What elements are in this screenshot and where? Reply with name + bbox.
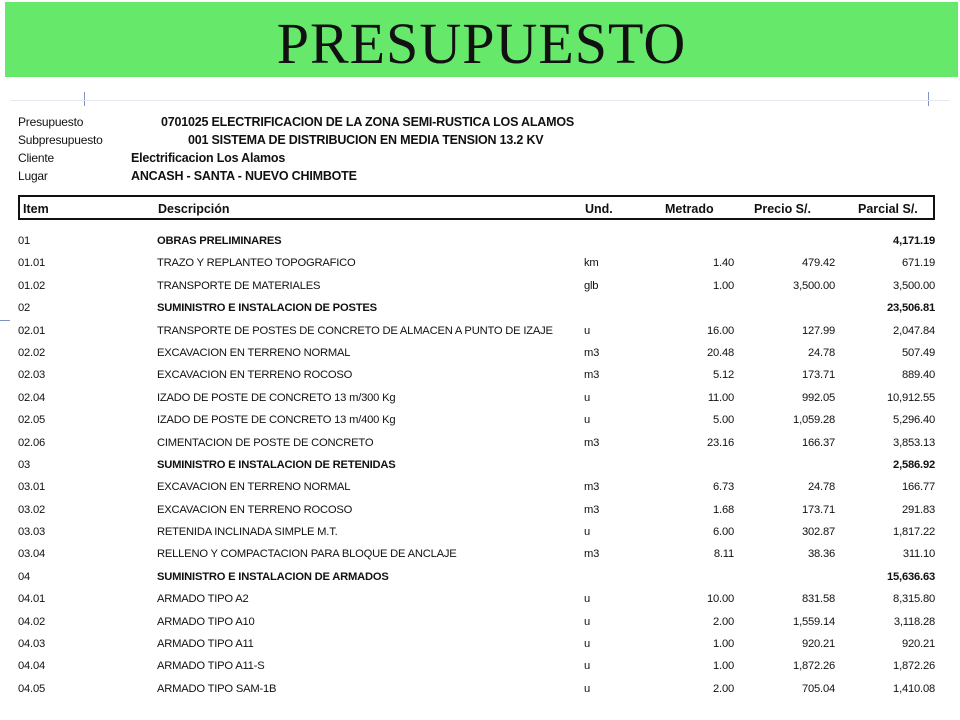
metrado-cell: 6.73 (713, 481, 734, 494)
item-cell: 02.06 (18, 436, 45, 449)
parcial-cell: 8,315.80 (893, 593, 935, 606)
column-header-und: Und. (585, 202, 613, 216)
metrado-cell: 11.00 (707, 391, 734, 404)
unit-cell: m3 (584, 346, 600, 359)
metrado-cell: 1.00 (713, 660, 734, 673)
presupuesto-value: 0701025 ELECTRIFICACION DE LA ZONA SEMI-RUSTICA LOS ALAMOS (161, 115, 574, 129)
table-row (18, 655, 935, 677)
precio-cell: 1,559.14 (793, 615, 835, 628)
table-row (18, 364, 935, 386)
parcial-cell: 1,410.08 (893, 682, 935, 695)
column-header-parcial: Parcial S/. (858, 202, 918, 216)
description-cell: SUMINISTRO E INSTALACION DE RETENIDAS (157, 458, 396, 471)
table-row (18, 320, 935, 342)
subpresupuesto-value: 001 SISTEMA DE DISTRIBUCION EN MEDIA TENSION 13.2 KV (188, 133, 544, 147)
description-cell: TRANSPORTE DE POSTES DE CONCRETO DE ALMACEN A PUNTO DE IZAJE (157, 324, 553, 337)
precio-cell: 173.71 (801, 369, 835, 382)
table-header (18, 195, 935, 220)
table-row (18, 476, 935, 498)
unit-cell: m3 (584, 548, 600, 561)
description-cell: EXCAVACION EN TERRENO NORMAL (157, 346, 351, 359)
metrado-cell: 10.00 (707, 593, 734, 606)
unit-cell: m3 (584, 481, 600, 494)
precio-cell: 920.21 (801, 638, 835, 651)
item-cell: 03.01 (18, 481, 45, 494)
item-cell: 02.04 (18, 391, 45, 404)
description-cell: SUMINISTRO E INSTALACION DE ARMADOS (157, 570, 389, 583)
precio-cell: 166.37 (801, 436, 835, 449)
unit-cell: u (584, 682, 591, 695)
item-cell: 04 (18, 570, 31, 583)
metrado-cell: 5.12 (713, 369, 734, 382)
description-cell: CIMENTACION DE POSTE DE CONCRETO (157, 436, 374, 449)
parcial-cell: 15,636.63 (887, 570, 935, 583)
item-cell: 04.03 (18, 638, 45, 651)
budget-table-body (18, 230, 935, 700)
table-row (18, 633, 935, 655)
title-banner (5, 2, 958, 77)
item-cell: 03 (18, 458, 31, 471)
item-cell: 01 (18, 235, 31, 247)
table-row (18, 499, 935, 521)
description-cell: EXCAVACION EN TERRENO ROCOSO (157, 503, 353, 516)
description-cell: RETENIDA INCLINADA SIMPLE M.T. (157, 526, 338, 539)
cliente-label: Cliente (18, 151, 54, 165)
table-row (18, 252, 935, 274)
description-cell: RELLENO Y COMPACTACION PARA BLOQUE DE ANCLAJE (157, 548, 457, 561)
item-cell: 02.02 (18, 346, 45, 359)
item-cell: 01.01 (18, 257, 45, 270)
table-row (18, 588, 935, 610)
decorative-tick (928, 92, 929, 106)
precio-cell: 705.04 (801, 682, 835, 695)
table-row (18, 543, 935, 565)
table-row (18, 342, 935, 364)
document-edge (10, 100, 950, 101)
metrado-cell: 5.00 (713, 414, 734, 427)
section-row (18, 230, 935, 252)
parcial-cell: 889.40 (901, 369, 935, 382)
item-cell: 02.03 (18, 369, 45, 382)
lugar-value: ANCASH - SANTA - NUEVO CHIMBOTE (131, 169, 357, 183)
decorative-tick (0, 320, 10, 321)
unit-cell: u (584, 593, 591, 606)
description-cell: IZADO DE POSTE DE CONCRETO 13 m/300 Kg (157, 391, 396, 404)
section-row (18, 297, 935, 319)
lugar-label: Lugar (18, 169, 48, 183)
metrado-cell: 1.68 (713, 503, 734, 516)
description-cell: TRAZO Y REPLANTEO TOPOGRAFICO (157, 257, 356, 270)
table-row (18, 387, 935, 409)
unit-cell: m3 (584, 369, 600, 382)
parcial-cell: 671.19 (901, 257, 935, 270)
parcial-cell: 3,853.13 (893, 436, 935, 449)
metrado-cell: 20.48 (707, 346, 734, 359)
table-row (18, 432, 935, 454)
parcial-cell: 2,047.84 (893, 324, 935, 337)
item-cell: 02.05 (18, 414, 45, 427)
description-cell: EXCAVACION EN TERRENO NORMAL (157, 481, 351, 494)
column-header-descripcion: Descripción (158, 202, 230, 216)
parcial-cell: 5,296.40 (893, 414, 935, 427)
table-row (18, 678, 935, 700)
unit-cell: m3 (584, 503, 600, 516)
parcial-cell: 23,506.81 (887, 302, 935, 315)
precio-cell: 479.42 (801, 257, 835, 270)
precio-cell: 24.78 (808, 481, 835, 494)
decorative-tick (84, 92, 85, 106)
metrado-cell: 16.00 (707, 324, 734, 337)
metrado-cell: 6.00 (713, 526, 734, 539)
metrado-cell: 1.00 (713, 279, 734, 292)
description-cell: EXCAVACION EN TERRENO ROCOSO (157, 369, 353, 382)
parcial-cell: 291.83 (901, 503, 935, 516)
description-cell: ARMADO TIPO A11-S (157, 660, 265, 673)
precio-cell: 992.05 (801, 391, 835, 404)
parcial-cell: 311.10 (902, 548, 935, 561)
item-cell: 03.04 (18, 548, 45, 561)
column-header-item: Item (23, 202, 49, 216)
unit-cell: km (584, 257, 599, 270)
parcial-cell: 1,817.22 (893, 526, 935, 539)
description-cell: OBRAS PRELIMINARES (157, 235, 282, 247)
precio-cell: 3,500.00 (793, 279, 835, 292)
presupuesto-label: Presupuesto (18, 115, 84, 129)
unit-cell: u (584, 324, 591, 337)
description-cell: TRANSPORTE DE MATERIALES (157, 279, 321, 292)
unit-cell: u (584, 414, 591, 427)
section-row (18, 566, 935, 588)
section-row (18, 454, 935, 476)
metrado-cell: 8.11 (713, 548, 734, 561)
precio-cell: 127.99 (801, 324, 835, 337)
description-cell: ARMADO TIPO A2 (157, 593, 249, 606)
metrado-cell: 1.40 (713, 257, 734, 270)
item-cell: 01.02 (18, 279, 45, 292)
description-cell: SUMINISTRO E INSTALACION DE POSTES (157, 302, 377, 315)
table-row (18, 521, 935, 543)
unit-cell: u (584, 660, 591, 673)
parcial-cell: 2,586.92 (893, 458, 935, 471)
metrado-cell: 1.00 (713, 638, 734, 651)
parcial-cell: 920.21 (901, 638, 935, 651)
precio-cell: 38.36 (808, 548, 835, 561)
precio-cell: 831.58 (801, 593, 835, 606)
precio-cell: 173.71 (801, 503, 835, 516)
description-cell: ARMADO TIPO A10 (157, 615, 255, 628)
item-cell: 04.01 (18, 593, 45, 606)
unit-cell: u (584, 638, 591, 651)
table-row (18, 409, 935, 431)
subpresupuesto-label: Subpresupuesto (18, 133, 103, 147)
metrado-cell: 2.00 (713, 615, 734, 628)
column-header-metrado: Metrado (665, 202, 714, 216)
item-cell: 04.05 (18, 682, 45, 695)
item-cell: 02.01 (18, 324, 45, 337)
parcial-cell: 507.49 (901, 346, 935, 359)
precio-cell: 302.87 (801, 526, 835, 539)
unit-cell: u (584, 391, 591, 404)
metrado-cell: 23.16 (707, 436, 734, 449)
unit-cell: glb (584, 279, 599, 292)
parcial-cell: 3,118.28 (893, 615, 935, 628)
parcial-cell: 166.77 (901, 481, 935, 494)
item-cell: 02 (18, 302, 31, 315)
table-row (18, 611, 935, 633)
parcial-cell: 10,912.55 (887, 391, 935, 404)
item-cell: 04.02 (18, 615, 45, 628)
metrado-cell: 2.00 (713, 682, 734, 695)
page-title: PRESUPUESTO (276, 11, 687, 76)
parcial-cell: 4,171.19 (893, 235, 935, 247)
unit-cell: m3 (584, 436, 600, 449)
column-header-precio: Precio S/. (754, 202, 811, 216)
item-cell: 03.02 (18, 503, 45, 516)
parcial-cell: 1,872.26 (893, 660, 935, 673)
precio-cell: 1,059.28 (793, 414, 835, 427)
precio-cell: 1,872.26 (793, 660, 835, 673)
description-cell: ARMADO TIPO SAM-1B (157, 682, 277, 695)
cliente-value: Electrificacion Los Alamos (131, 151, 286, 165)
table-row (18, 275, 935, 297)
precio-cell: 24.78 (808, 346, 835, 359)
description-cell: ARMADO TIPO A11 (157, 638, 254, 651)
description-cell: IZADO DE POSTE DE CONCRETO 13 m/400 Kg (157, 414, 396, 427)
item-cell: 03.03 (18, 526, 45, 539)
item-cell: 04.04 (18, 660, 45, 673)
parcial-cell: 3,500.00 (893, 279, 935, 292)
unit-cell: u (584, 526, 591, 539)
unit-cell: u (584, 615, 591, 628)
